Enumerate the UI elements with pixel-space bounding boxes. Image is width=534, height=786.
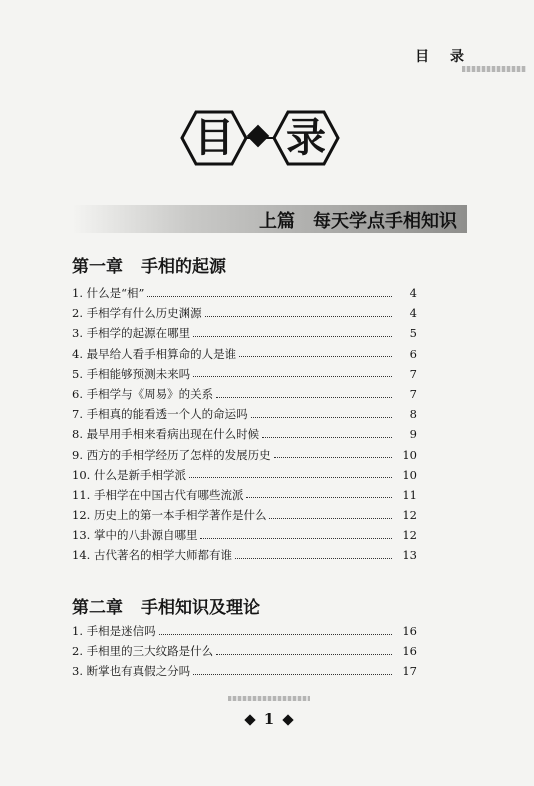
toc-entry-page: 12	[402, 528, 417, 543]
leader-dots	[235, 558, 392, 559]
page-footer	[228, 710, 310, 728]
footer-rule	[228, 696, 310, 701]
leader-dots	[159, 634, 392, 635]
toc-entry[interactable]	[72, 364, 417, 384]
toc-entry[interactable]	[72, 525, 417, 545]
title-char-1: 目	[194, 115, 234, 161]
toc-entry[interactable]	[72, 344, 417, 364]
toc-entry-title: 5. 手相能够预测未来吗	[72, 366, 191, 381]
toc-entry-title: 3. 手相学的起源在哪里	[72, 326, 191, 341]
toc-entry[interactable]	[72, 465, 417, 485]
toc-entry-page: 4	[409, 286, 417, 300]
toc-entry-page: 4	[409, 306, 417, 321]
toc-entry-title: 1. 手相是迷信吗	[72, 624, 156, 638]
toc-entry-page: 13	[402, 548, 417, 563]
toc-entry-page: 12	[402, 508, 417, 523]
chapter-2-number: 第二章	[72, 598, 123, 618]
toc-entry-title: 13. 掌中的八卦源自哪里	[72, 528, 198, 543]
toc-entry-title: 6. 手相学与《周易》的关系	[72, 386, 214, 401]
diamond-icon	[283, 714, 294, 725]
leader-dots	[193, 674, 392, 675]
toc-entry-title: 12. 历史上的第一本手相学著作是什么	[72, 508, 267, 523]
leader-dots	[269, 518, 392, 519]
leader-dots	[251, 417, 392, 418]
leader-dots	[262, 437, 392, 438]
toc-entry-page: 16	[402, 644, 417, 659]
toc-entry-title: 2. 手相里的三大纹路是什么	[72, 644, 214, 659]
leader-dots	[274, 457, 392, 458]
toc-entry-title: 3. 断掌也有真假之分吗	[72, 664, 191, 679]
toc-entry-title: 8. 最早用手相来看病出现在什么时候	[72, 427, 260, 442]
toc-entry-page: 10	[402, 467, 417, 482]
toc-title	[180, 110, 340, 166]
chapter-1-number: 第一章	[72, 257, 123, 277]
toc-entry-page: 7	[409, 386, 417, 401]
leader-dots	[193, 336, 392, 337]
chapter-2-heading	[72, 593, 260, 618]
toc-entry[interactable]	[72, 303, 417, 323]
toc-entry[interactable]	[72, 545, 417, 565]
toc-entry-page: 8	[409, 407, 417, 422]
leader-dots	[216, 397, 392, 398]
toc-entry-page: 16	[402, 624, 417, 638]
leader-dots	[239, 356, 392, 357]
toc-entry-title: 2. 手相学有什么历史渊源	[72, 306, 202, 321]
leader-dots	[200, 538, 392, 539]
toc-entry[interactable]	[72, 641, 417, 661]
header-rule	[462, 66, 526, 72]
leader-dots	[246, 497, 392, 498]
toc-entry-page: 9	[409, 427, 417, 442]
toc-entry[interactable]	[72, 404, 417, 424]
chapter-1-entries	[72, 283, 417, 566]
leader-dots	[193, 376, 392, 377]
toc-entry-title: 11. 手相学在中国古代有哪些流派	[72, 487, 244, 502]
toc-entry-page: 6	[409, 346, 417, 361]
toc-entry-page: 10	[402, 447, 417, 462]
toc-entry-title: 14. 古代著名的相学大师都有谁	[72, 548, 232, 563]
leader-dots	[216, 654, 392, 655]
toc-entry[interactable]	[72, 485, 417, 505]
toc-entry-title: 10. 什么是新手相学派	[72, 467, 186, 482]
toc-entry-page: 7	[409, 366, 417, 381]
toc-entry-page: 11	[402, 487, 417, 502]
toc-entry[interactable]	[72, 445, 417, 465]
chapter-1-title: 手相的起源	[141, 257, 226, 277]
toc-entry[interactable]	[72, 661, 417, 681]
chapter-2-entries	[72, 621, 417, 682]
chapter-1-heading	[72, 252, 226, 277]
toc-entry-title: 1. 什么是“相”	[72, 286, 145, 300]
chapter-2-title: 手相知识及理论	[141, 598, 260, 618]
toc-entry[interactable]	[72, 505, 417, 525]
toc-entry[interactable]	[72, 384, 417, 404]
toc-entry-page: 17	[402, 664, 417, 679]
page-number: 1	[263, 710, 275, 728]
leader-dots	[147, 296, 392, 297]
title-char-2: 录	[286, 115, 326, 161]
toc-entry-title: 4. 最早给人看手相算命的人是谁	[72, 346, 237, 361]
toc-entry[interactable]	[72, 283, 417, 303]
toc-entry-page: 5	[409, 326, 417, 341]
toc-entry[interactable]	[72, 323, 417, 343]
running-header: 目 录	[415, 49, 472, 65]
toc-entry[interactable]	[72, 621, 417, 641]
toc-entry-title: 7. 手相真的能看透一个人的命运吗	[72, 407, 248, 422]
diamond-icon	[244, 714, 255, 725]
part-banner	[72, 205, 467, 233]
leader-dots	[189, 477, 392, 478]
leader-dots	[205, 316, 392, 317]
toc-entry[interactable]	[72, 424, 417, 444]
part-title: 上篇 每天学点手相知识	[259, 211, 457, 232]
toc-entry-title: 9. 西方的手相学经历了怎样的发展历史	[72, 447, 271, 462]
